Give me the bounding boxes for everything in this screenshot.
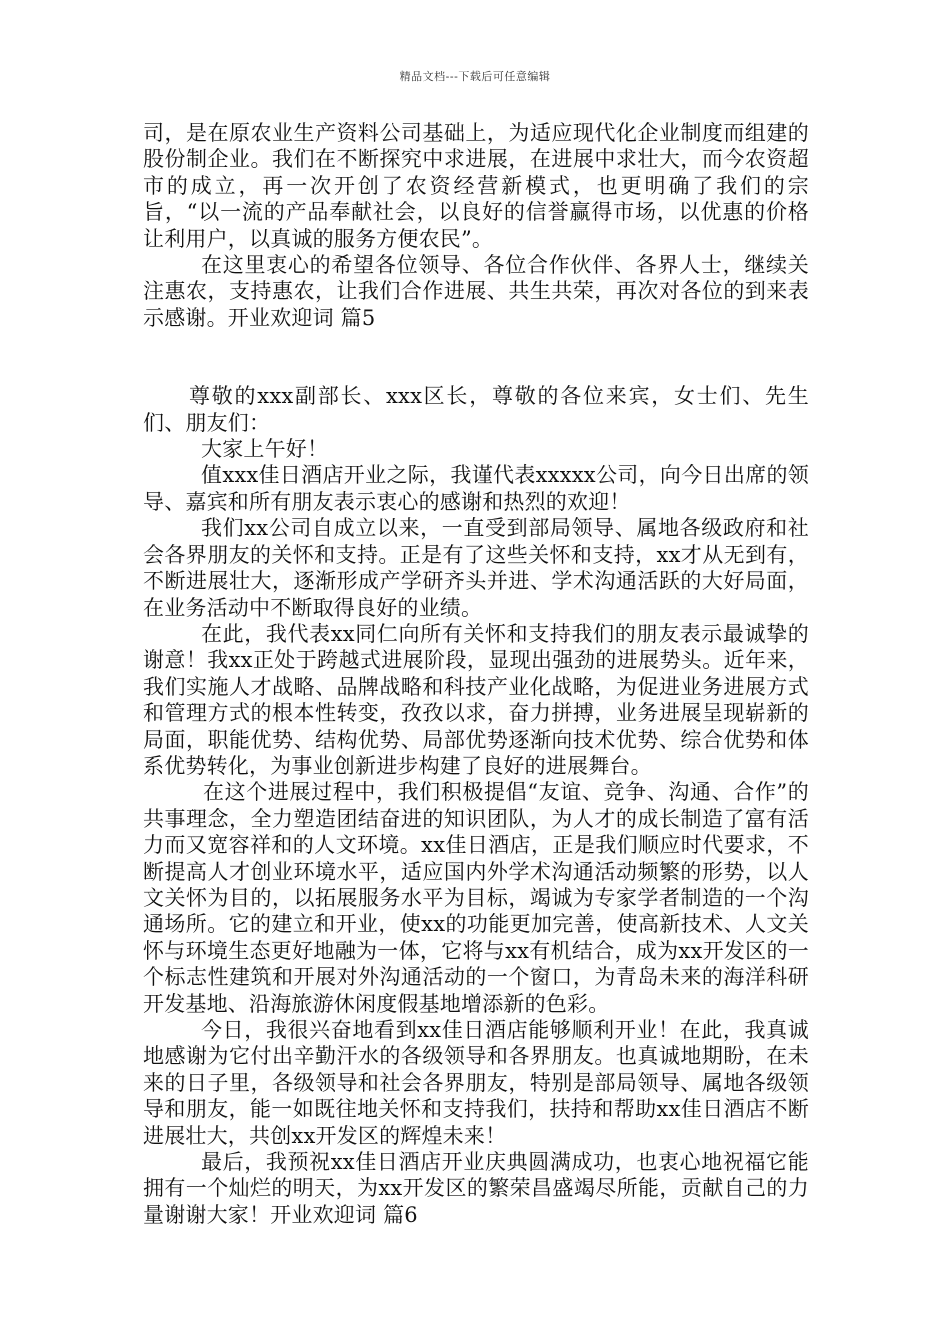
page-header: 精品文档---下载后可任意编辑: [399, 70, 551, 83]
document-body: [143, 120, 809, 1228]
paragraph: 今日，我很兴奋地看到xx佳日酒店能够顺利开业！在此，我真诚地感谢为它付出辛勤汗水的各级领导和各界朋友。也真诚地期盼，在未来的日子里，各级领导和社会各界朋友，特别是部局领导、属地各级领导和朋友，能一如既往地关怀和支持我们，扶持和帮助xx佳日酒店不断进展壮大，共创xx开发区的辉煌未来！: [143, 1018, 809, 1148]
paragraph: 大家上午好！: [201, 437, 329, 462]
paragraph-gap: [143, 331, 809, 383]
paragraph: 我们xx公司自成立以来，一直受到部局领导、属地各级政府和社会各界朋友的关怀和支持。正是有了这些关怀和支持，xx才从无到有，不断进展壮大，逐渐形成产学研齐头并进、学术沟通活跃的大好局面，在业务活动中不断取得良好的业绩。: [143, 516, 809, 620]
paragraph: 在这里衷心的希望各位领导、各位合作伙伴、各界人士，继续关注惠农，支持惠农，让我们合作进展、共生共荣，再次对各位的到来表示感谢。开业欢迎词 篇5: [143, 253, 809, 330]
paragraph: 最后，我预祝xx佳日酒店开业庆典圆满成功，也衷心地祝福它能拥有一个灿烂的明天，为xx开发区的繁荣昌盛竭尽所能，贡献自己的力量谢谢大家！开业欢迎词 篇6: [143, 1150, 809, 1227]
paragraph: 司，是在原农业生产资料公司基础上，为适应现代化企业制度而组建的股份制企业。我们在不断探究中求进展，在进展中求壮大，而今农资超市的成立，再一次开创了农资经营新模式，也更明确了我们的宗旨，“以一流的产品奉献社会，以良好的信誉赢得市场，以优惠的价格让利用户，以真诚的服务方便农民”。: [143, 121, 809, 251]
paragraph: 在此，我代表xx同仁向所有关怀和支持我们的朋友表示最诚挚的谢意！我xx正处于跨越式进展阶段，显现出强劲的进展势头。近年来，我们实施人才战略、品牌战略和科技产业化战略，为促进业务进展方式和管理方式的根本性转变，孜孜以求，奋力拼搏，业务进展呈现崭新的局面，职能优势、结构优势、局部优势逐渐向技术优势、综合优势和体系优势转化，为事业创新进步构建了良好的进展舞台。: [143, 621, 809, 778]
paragraph: 值xxx佳日酒店开业之际，我谨代表xxxxx公司，向今日出席的领导、嘉宾和所有朋友表示衷心的感谢和热烈的欢迎！: [143, 463, 809, 514]
paragraph: 在这个进展过程中，我们积极提倡“友谊、竞争、沟通、合作”的共事理念，全力塑造团结奋进的知识团队，为人才的成长制造了富有活力而又宽容祥和的人文环境。xx佳日酒店，正是我们顺应时代要求，不断提高人才创业环境水平，适应国内外学术沟通活动频繁的形势，以人文关怀为目的，以拓展服务水平为目标，竭诚为专家学者制造的一个沟通场所。它的建立和开业，使xx的功能更加完善，使高新技术、人文关怀与环境生态更好地融为一体，它将与xx有机结合，成为xx开发区的一个标志性建筑和开展对外沟通活动的一个窗口，为青岛未来的海洋科研开发基地、沿海旅游休闲度假基地增添新的色彩。: [143, 780, 809, 1016]
paragraph: 尊敬的xxx副部长、xxx区长，尊敬的各位来宾，女士们、先生们、朋友们：: [143, 384, 809, 435]
